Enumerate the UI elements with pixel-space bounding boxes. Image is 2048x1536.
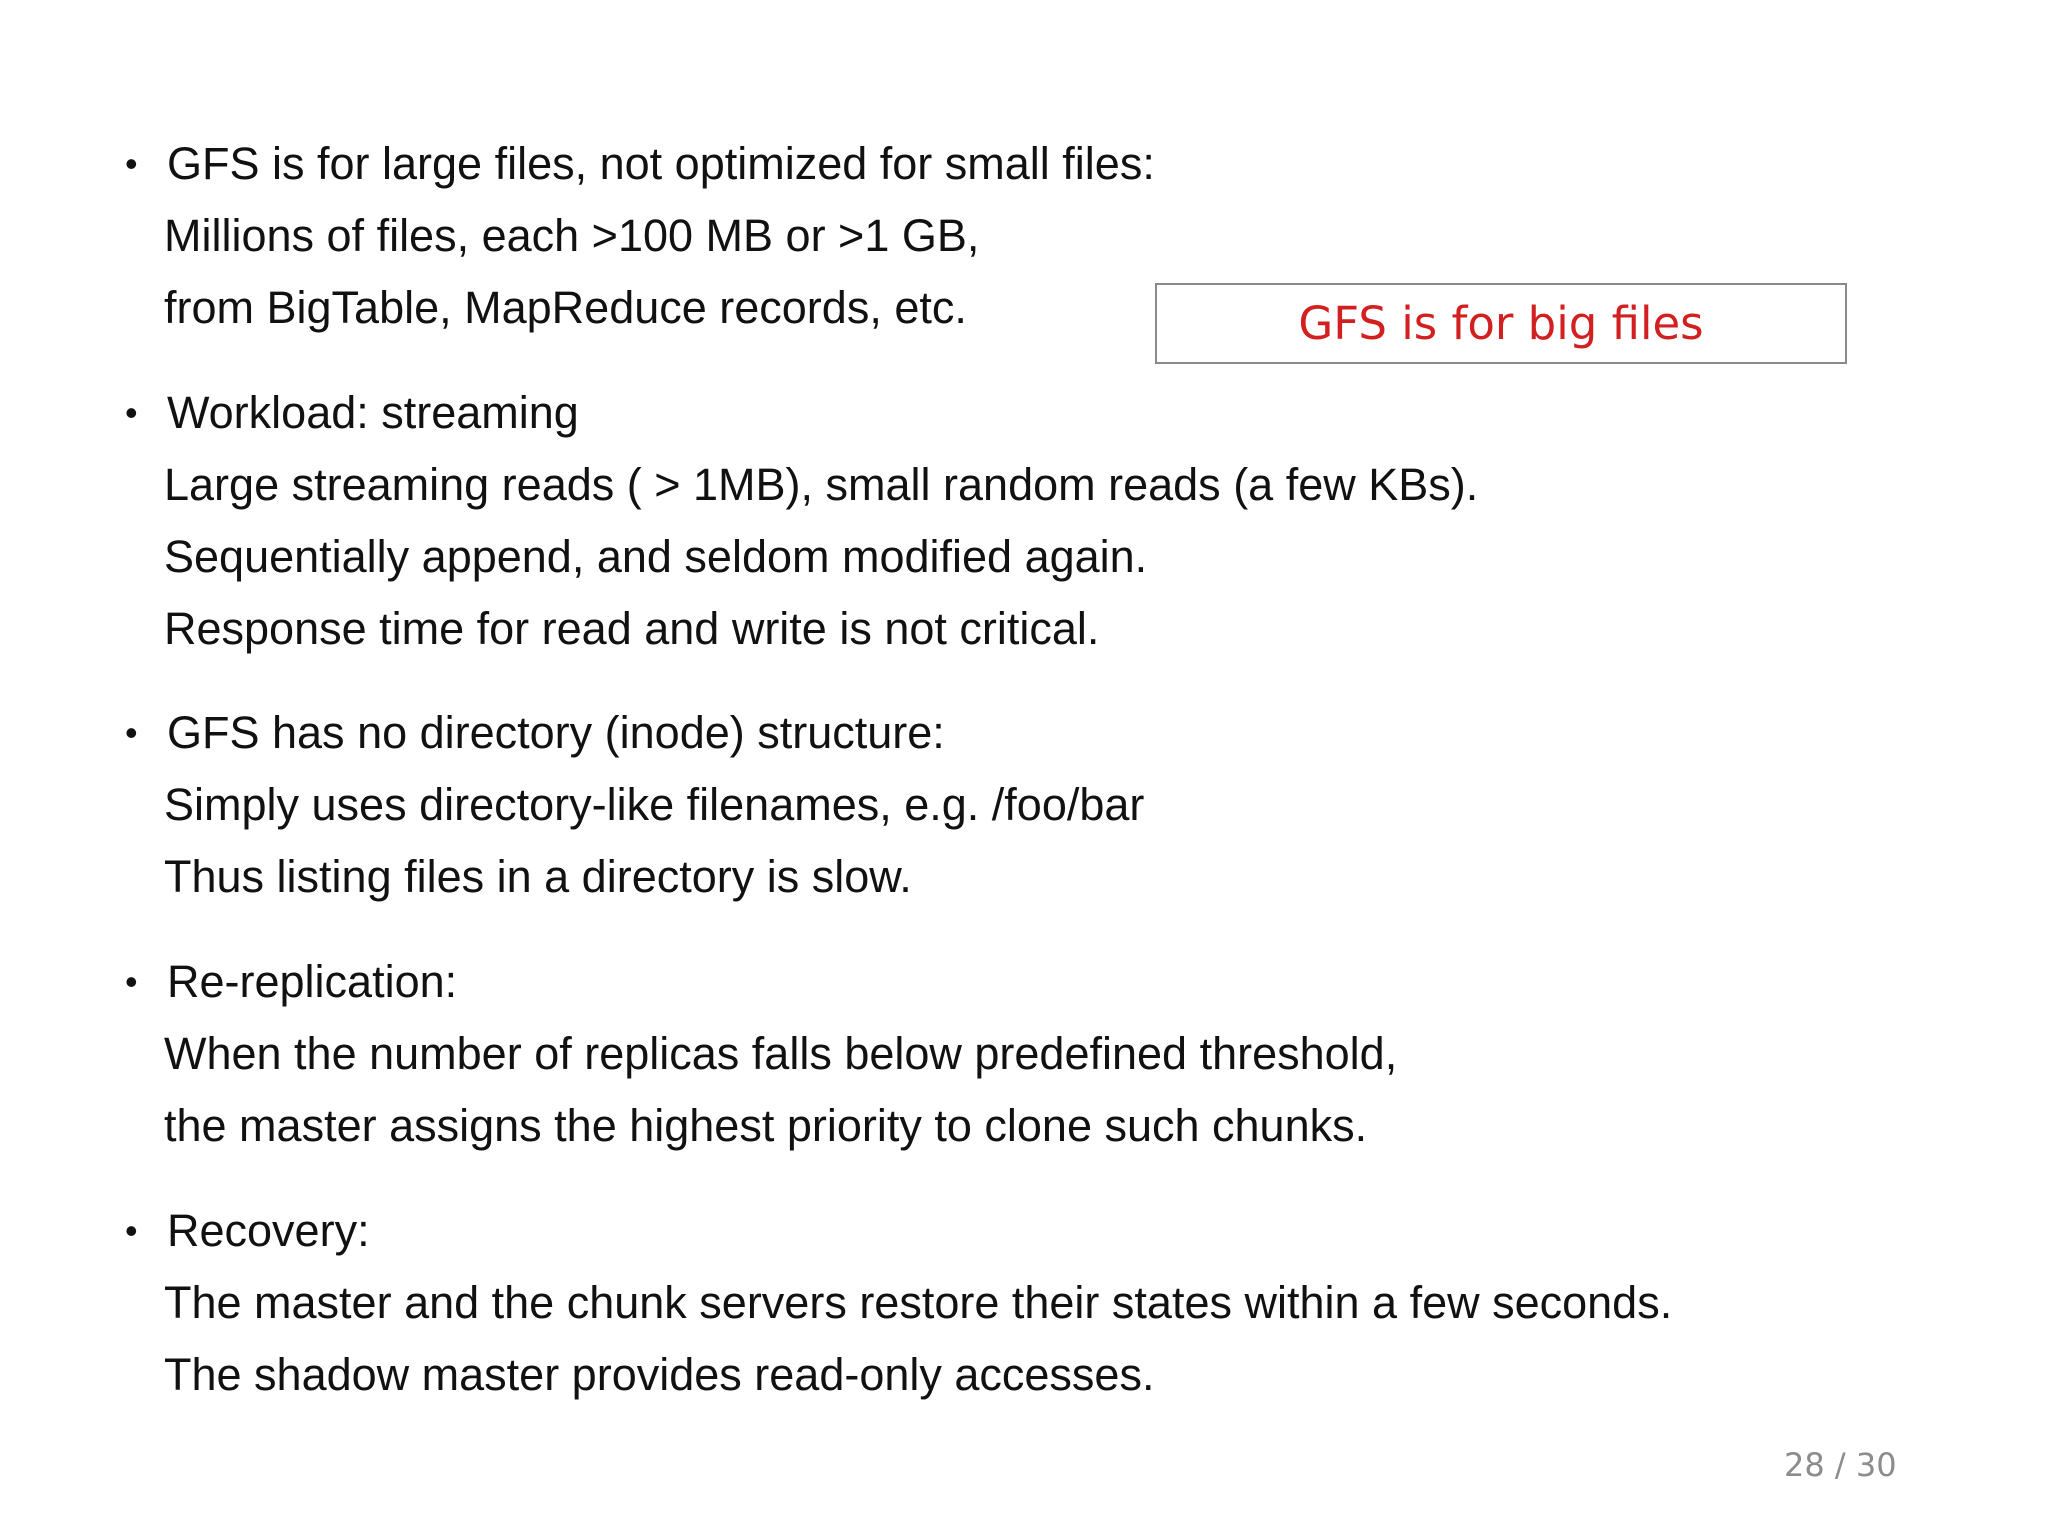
bullet-subline: Simply uses directory-like filenames, e.g. /foo/bar (164, 779, 1145, 830)
bullet-subline: Thus listing files in a directory is slow. (164, 851, 912, 902)
bullet-block-recovery (125, 1195, 1672, 1411)
bullet-block-directory (125, 697, 1144, 913)
callout-box (1155, 283, 1847, 364)
page-number: 28 / 30 (1784, 1446, 1897, 1484)
bullet-point-icon: • (125, 961, 138, 1002)
bullet-subline: The shadow master provides read-only accesses. (164, 1349, 1155, 1400)
bullet-point-icon: • (125, 1210, 138, 1251)
bullet-subline: the master assigns the highest priority to clone such chunks. (164, 1100, 1368, 1151)
bullet-point-icon: • (125, 392, 138, 433)
bullet-block-large-files (125, 128, 1155, 344)
bullet-subline: Large streaming reads ( > 1MB), small random reads (a few KBs). (164, 459, 1479, 510)
bullet-heading (125, 946, 1397, 1018)
bullet-subline: The master and the chunk servers restore their states within a few seconds. (164, 1277, 1673, 1328)
callout-text: GFS is for big files (1298, 297, 1704, 350)
bullet-block-re-replication (125, 946, 1397, 1162)
bullet-title: GFS has no directory (inode) structure: (167, 707, 945, 758)
bullet-heading (125, 128, 1155, 200)
bullet-subline: Millions of files, each >100 MB or >1 GB, (164, 210, 980, 261)
bullet-point-icon: • (125, 143, 138, 184)
bullet-point-icon: • (125, 712, 138, 753)
bullet-subline: Response time for read and write is not critical. (164, 603, 1100, 654)
bullet-title: Workload: streaming (167, 387, 579, 438)
bullet-heading (125, 1195, 1672, 1267)
bullet-title: GFS is for large files, not optimized for small files: (167, 138, 1155, 189)
bullet-heading (125, 377, 1478, 449)
bullet-block-workload (125, 377, 1478, 665)
bullet-subline: When the number of replicas falls below predefined threshold, (164, 1028, 1398, 1079)
bullet-heading (125, 697, 1144, 769)
bullet-title: Re-replication: (167, 956, 458, 1007)
bullet-title: Recovery: (167, 1205, 370, 1256)
bullet-subline: from BigTable, MapReduce records, etc. (164, 282, 967, 333)
bullet-subline: Sequentially append, and seldom modified again. (164, 531, 1148, 582)
